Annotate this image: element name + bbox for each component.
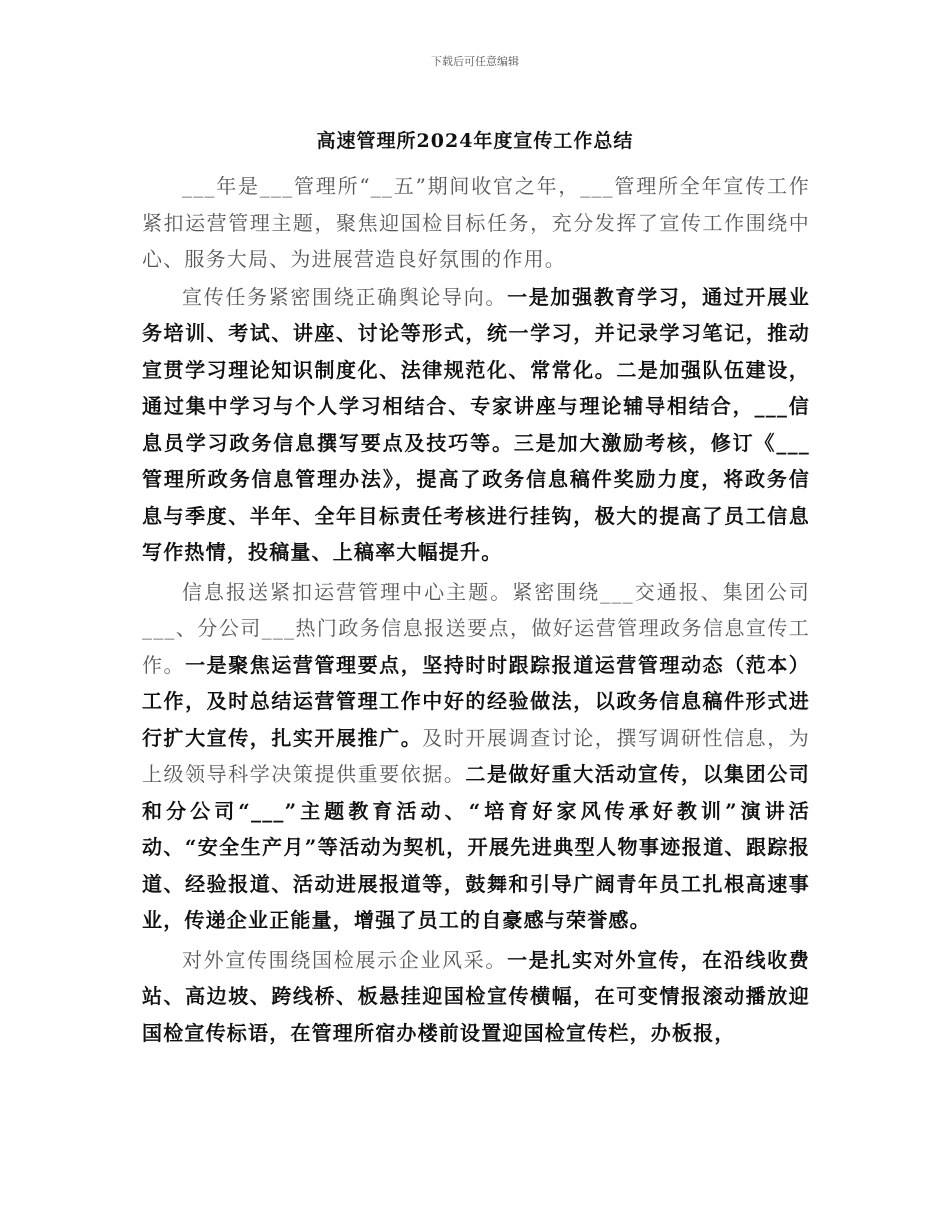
paragraph-guidance — [142, 279, 810, 571]
paragraph-segment: 对外宣传围绕国检展示企业风采。 — [182, 947, 508, 972]
paragraph-info-reporting — [142, 574, 810, 939]
paragraph-segment: 一是聚焦运营管理要点，坚持时时跟踪报道运营管理动态（范本）工作，及时总结运营管理工作中好的经验做法，以政务信息稿件形式进行扩大宣传，扎实开展推广。 — [142, 652, 810, 750]
paragraph-segment: 三是加大激励考核，修订《___管理所政务信息管理办法》，提高了政务信息稿件奖励力度，将政务信息与季度、半年、全年目标责任考核进行挂钩，极大的提高了员工信息写作热情，投稿量、上稿率大幅提升。 — [142, 430, 810, 564]
paragraph-external-publicity — [142, 942, 810, 1052]
paragraph-segment: 二是做好重大活动宣传，以集团公司和分公司“___”主题教育活动、“培育好家风传承好教训”演讲活动、“安全生产月”等活动为契机，开展先进典型人物事迹报道、跟踪报道、经验报道、活动进展报道等，鼓舞和引导广阔青年员工扎根高速事业，传递企业正能量，增强了员工的自豪感与荣誉感。 — [142, 762, 811, 932]
paragraph-segment: 信息报送紧扣运营管理中心主题。紧密围绕___交通报、集团公司___、分公司___热门政务信息报送要点，做好运营管理政务信息宣传工作。 — [142, 579, 810, 677]
header-note: 下载后可任意编辑 — [431, 55, 519, 68]
paragraph-intro — [142, 168, 810, 278]
document-body — [142, 168, 810, 1054]
paragraph-segment: 一是加强教育学习，通过开展业务培训、考试、讲座、讨论等形式，统一学习，并记录学习笔记，推动宣贯学习理论知识制度化、法律规范化、常常化。 — [142, 284, 811, 382]
paragraph-segment: 宣传任务紧密围绕正确舆论导向。 — [182, 284, 508, 309]
paragraph-segment: 二是加强队伍建设，通过集中学习与个人学习相结合、专家讲座与理论辅导相结合，___信息员学习政务信息撰写要点及技巧等。 — [142, 357, 810, 455]
paragraph-segment: 一是扎实对外宣传，在沿线收费站、高边坡、跨线桥、板悬挂迎国检宣传横幅，在可变情报滚动播放迎国检宣传标语，在管理所宿办楼前设置迎国检宣传栏，办板报， — [142, 947, 811, 1045]
paragraph-segment: ___年是___管理所“__五”期间收官之年，___管理所全年宣传工作紧扣运营管理主题，聚焦迎国检目标任务，充分发挥了宣传工作围绕中心、服务大局、为进展营造良好氛围的作用。 — [142, 174, 810, 271]
document-title: 高速管理所2024年度宣传工作总结 — [316, 130, 634, 152]
paragraph-segment: 及时开展调查讨论，撰写调研性信息，为上级领导科学决策提供重要依据。 — [142, 725, 810, 786]
